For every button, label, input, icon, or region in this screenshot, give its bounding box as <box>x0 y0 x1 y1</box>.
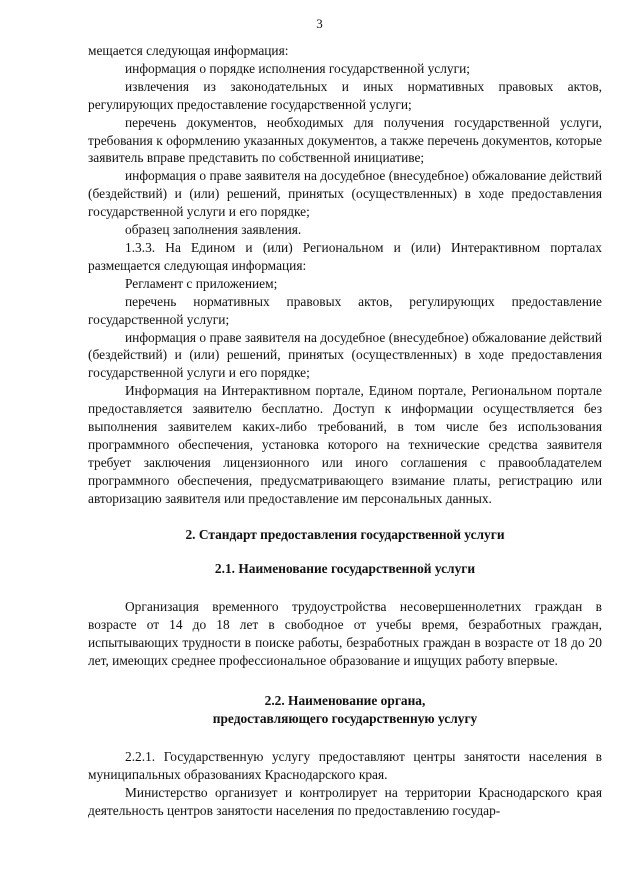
paragraph: 2.2.1. Государственную услугу предоставляют центры занятости населения в муниципальных образованиях Краснодарского края. <box>88 748 602 782</box>
paragraph: Информация на Интерактивном портале, Едином портале, Региональном портале предоставляется заявителю бесплатно. Доступ к информации осуществляется без выполнения заявителем каких-либо требований, в том числе без использования программного обеспечения, установка которого на технические средства заявителя требует заключения лицензионного или иного соглашения с правообладателем программного обеспечения, предусматривающего взимание платы, регистрацию или авторизацию заявителя или предоставление им персональных данных. <box>88 383 602 506</box>
paragraph: извлечения из законодательных и иных нормативных правовых актов, регулирующих предоставление государственной услуги; <box>88 78 602 112</box>
paragraph: 1.3.3. На Едином и (или) Региональном и (или) Интерактивном порталах размещается следующая информация: <box>88 239 602 273</box>
section-heading: 2. Стандарт предоставления государственной услуги <box>185 526 505 542</box>
page-number: 3 <box>316 16 323 31</box>
paragraph: образец заполнения заявления. <box>125 222 302 238</box>
paragraph: Организация временного трудоустройства несовершеннолетних граждан в возрасте от 14 до 18 лет в свободное от учебы время, безработных граждан, испытывающих трудности в поиске работы, безработных граждан в возрасте от 18 до 20 лет, имеющих среднее профессиональное образование и ищущих работу впервые. <box>88 599 602 669</box>
subsection-heading: 2.1. Наименование государственной услуги <box>214 561 476 577</box>
subsection-heading-line2: предоставляющего государственную услугу <box>212 710 478 726</box>
paragraph: Министерство организует и контролирует на территории Краснодарского края деятельность центров занятости населения по предоставлению государ- <box>88 784 602 818</box>
paragraph: перечень документов, необходимых для получения государственной услуги, требования к оформлению указанных документов, а также перечень документов, которые заявитель вправе представить по собственной инициативе; <box>88 114 602 166</box>
paragraph: информация о порядке исполнения государственной услуги; <box>125 60 470 76</box>
paragraph-continuation: мещается следующая информация: <box>88 43 289 58</box>
paragraph: Регламент с приложением; <box>125 275 278 291</box>
paragraph: перечень нормативных правовых актов, регулирующих предоставление государственной услуги; <box>88 293 602 327</box>
subsection-heading-line1: 2.2. Наименование органа, <box>264 693 426 708</box>
document-body <box>88 42 602 819</box>
paragraph: информация о праве заявителя на досудебное (внесудебное) обжалование действий (бездействий) и (или) решений, принятых (осуществленных) в ходе предоставления государственной услуги и его порядке; <box>88 329 602 381</box>
paragraph: информация о праве заявителя на досудебное (внесудебное) обжалование действий (бездействий) и (или) решений, принятых (осуществленных) в ходе предоставления государственной услуги и его порядке; <box>88 168 602 220</box>
